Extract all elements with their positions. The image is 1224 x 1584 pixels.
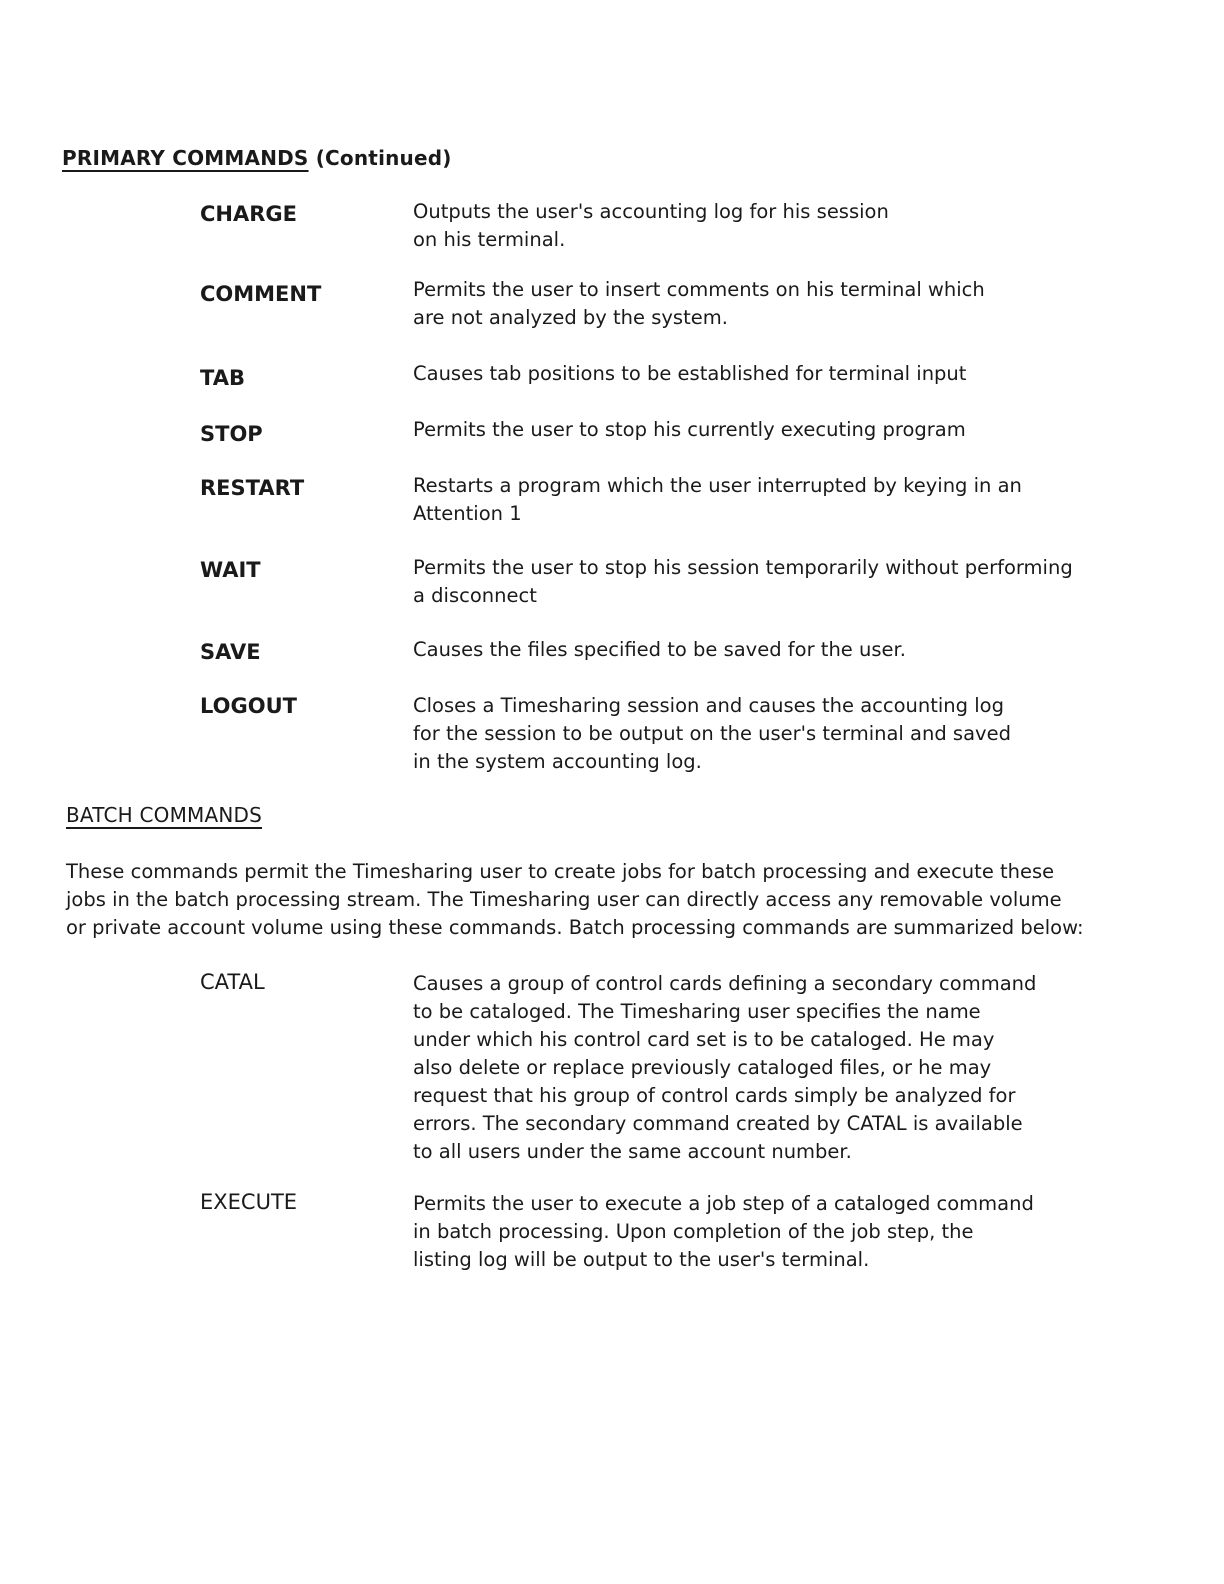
command-description: Permits the user to stop his currently executing program <box>413 418 966 441</box>
command-name: RESTART <box>200 476 305 500</box>
command-name: TAB <box>200 366 245 390</box>
command-name: CHARGE <box>200 202 297 226</box>
command-description: Permits the user to stop his session temporarily without performing a disconnect <box>413 556 1073 607</box>
batch-intro-paragraph: These commands permit the Timesharing user to create jobs for batch processing and execute these jobs in the batch processing stream. The Timesharing user can directly access any removable volume or private account volume using these commands. Batch processing commands are summarized below: <box>66 860 1084 939</box>
command-name: COMMENT <box>200 282 322 306</box>
primary-commands-title: PRIMARY COMMANDS <box>62 146 309 170</box>
command-description: Permits the user to insert comments on his terminal which are not analyzed by the system. <box>413 278 985 329</box>
command-name: CATAL <box>200 970 265 994</box>
command-description: Permits the user to execute a job step of a cataloged command in batch processing. Upon completion of the job step, the listing log will be output to the user's terminal. <box>413 1192 1034 1271</box>
primary-commands-heading <box>62 146 452 170</box>
batch-commands-heading <box>66 803 262 827</box>
command-name: EXECUTE <box>200 1190 298 1214</box>
primary-commands-continued: (Continued) <box>308 146 452 170</box>
command-name: LOGOUT <box>200 694 297 718</box>
command-description: Causes tab positions to be established for terminal input <box>413 362 967 385</box>
command-description: Causes the files specified to be saved for the user. <box>413 638 906 661</box>
command-name: SAVE <box>200 640 261 664</box>
command-name: WAIT <box>200 558 261 582</box>
command-description: Restarts a program which the user interrupted by keying in an Attention 1 <box>413 474 1022 525</box>
command-description: Closes a Timesharing session and causes the accounting log for the session to be output on the user's terminal and saved in the system accounting log. <box>413 694 1011 773</box>
command-name: STOP <box>200 422 263 446</box>
command-description: Causes a group of control cards defining a secondary command to be cataloged. The Timesharing user specifies the name under which his control card set is to be cataloged. He may also delete or replace previously cataloged files, or he may request that his group of control cards simply be analyzed for errors. The secondary command created by CATAL is available to all users under the same account number. <box>413 972 1037 1163</box>
batch-commands-title: BATCH COMMANDS <box>66 803 263 827</box>
command-description: Outputs the user's accounting log for his session on his terminal. <box>413 200 889 251</box>
